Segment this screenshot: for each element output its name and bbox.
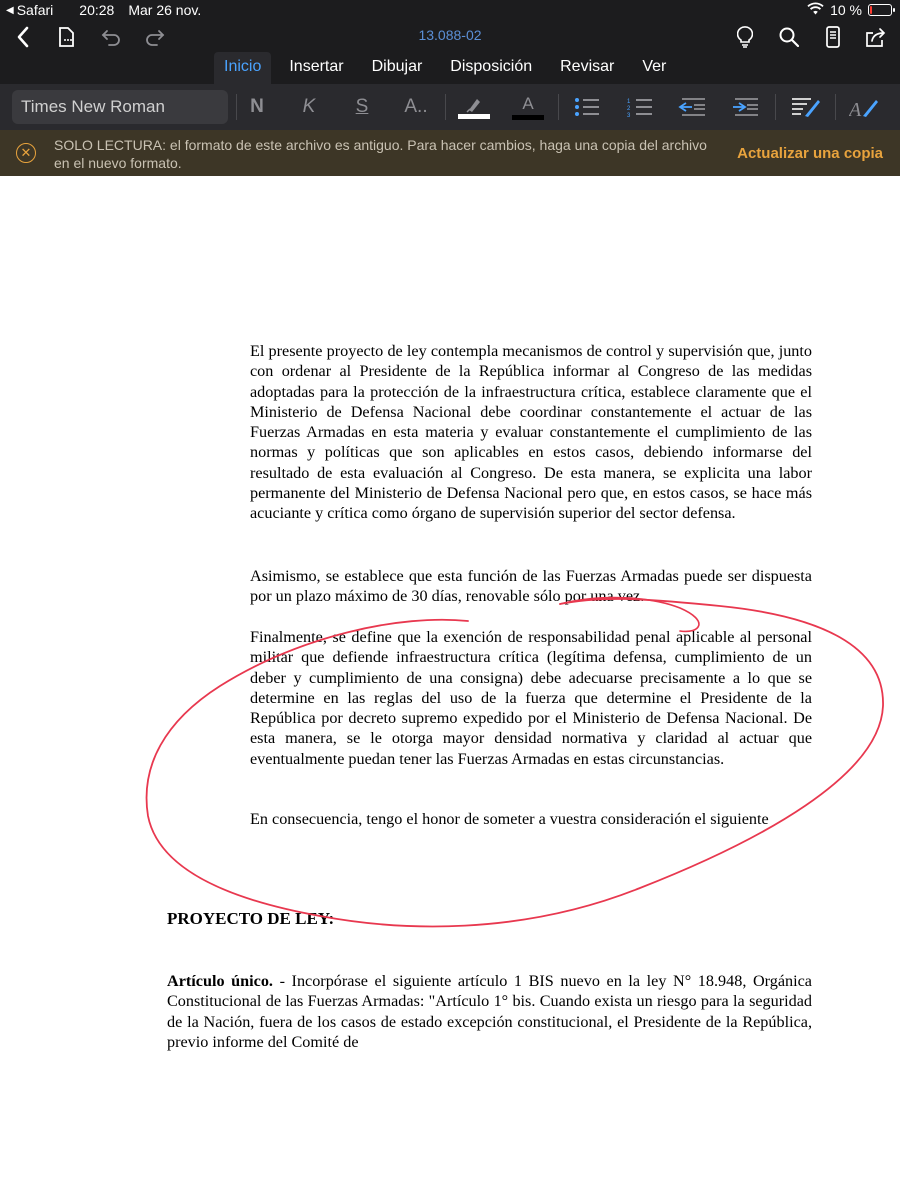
back-to-app-link[interactable] — [6, 2, 53, 18]
underline-button[interactable]: S — [355, 96, 369, 117]
ribbon-tabs-bar — [0, 52, 900, 84]
formatting-toolbar — [0, 84, 900, 130]
decrease-indent-icon[interactable] — [677, 90, 707, 124]
toolbar-divider — [775, 94, 776, 120]
bold-button[interactable]: N — [250, 96, 264, 117]
close-circle-icon[interactable]: ✕ — [16, 143, 36, 163]
status-time: 20:28 — [79, 2, 115, 18]
back-triangle-icon: ◀ — [6, 4, 14, 16]
paragraph: Asimismo, se establece que esta función de las Fuerzas Armadas puede ser dispuesta por un plazo máximo de 30 días, renovable sólo por una vez. — [250, 567, 812, 606]
toolbar-divider — [558, 94, 559, 120]
battery-percent: 10 % — [830, 2, 862, 18]
document-title[interactable]: 13.088-02 — [418, 27, 482, 43]
font-color-swatch — [512, 115, 544, 120]
wifi-icon — [807, 2, 824, 18]
title-bar — [0, 22, 900, 52]
font-color-letter: A — [522, 93, 534, 113]
status-bar — [0, 0, 900, 22]
mobile-view-icon[interactable] — [822, 22, 844, 52]
paragraph: El presente proyecto de ley contempla mecanismos de control y supervisión que, junto con ordenar al Presidente de la República informar al Congreso de las medidas adoptadas para la protección de la infraestructura crítica, establece claramente que el Ministerio de Defensa Nacional debe coordinar constantemente el actuar de las Fuerzas Armadas en esta materia y evaluar constantemente el cumplimiento de las normas y políticas que son aplicables en estos casos, debiendo informarse del resultado de esta evaluación al Congreso. De esta manera, se explicita una labor permanente del Ministerio de Defensa Nacional pero que, en estos casos, se hace más acuciante y crítica como órgano de supervisión superior del sector defensa. — [250, 342, 812, 523]
font-color-icon[interactable] — [510, 90, 546, 124]
svg-text:3: 3 — [627, 113, 631, 117]
search-icon[interactable] — [777, 22, 801, 52]
update-copy-button[interactable]: Actualizar una copia — [737, 145, 883, 162]
paragraph: En consecuencia, tengo el honor de someter a vuestra consideración el siguiente — [250, 810, 769, 828]
tab-dibujar[interactable]: Dibujar — [371, 58, 423, 75]
article-label: Artículo único. — [167, 972, 273, 990]
numbered-list-icon[interactable] — [625, 90, 655, 124]
tab-revisar[interactable]: Revisar — [560, 58, 615, 75]
svg-text:1: 1 — [627, 99, 631, 105]
styles-icon[interactable] — [790, 90, 822, 124]
back-app-label: Safari — [16, 2, 54, 18]
svg-text:2: 2 — [627, 106, 631, 112]
bullet-list-icon[interactable] — [572, 90, 602, 124]
bill-heading: PROYECTO DE LEY: — [167, 909, 335, 928]
battery-icon — [868, 4, 892, 16]
font-name-field[interactable]: Times New Roman — [12, 90, 228, 124]
article-text: - Incorpórase el siguiente artículo 1 BIS nuevo en la ley N° 18.948, Orgánica Constitucional de las Fuerzas Armadas: "Artículo 1° bis. Cuando exista un riesgo para la seguridad de la Nación, fuera de los casos de estado excepción constitucional, el Presidente de la República, previo informe del Comité de — [167, 972, 812, 1051]
tab-inicio[interactable]: Inicio — [214, 52, 271, 84]
highlighter-icon[interactable] — [456, 90, 492, 124]
italic-button[interactable]: K — [302, 96, 316, 117]
read-only-message: SOLO LECTURA: el formato de este archivo es antiguo. Para hacer cambios, haga una copia del archivo en el nuevo formato. — [54, 137, 707, 171]
status-date: Mar 26 nov. — [128, 2, 202, 18]
svg-text:A: A — [849, 99, 862, 118]
lightbulb-icon[interactable] — [734, 22, 756, 52]
document-page[interactable] — [0, 176, 900, 1200]
share-icon[interactable] — [864, 22, 888, 52]
toolbar-divider — [445, 94, 446, 120]
read-only-banner — [0, 130, 900, 176]
article-paragraph — [167, 971, 812, 1052]
more-formatting-button[interactable]: A.. — [404, 96, 428, 117]
toolbar-divider — [835, 94, 836, 120]
tab-ver[interactable]: Ver — [642, 58, 667, 75]
highlight-color-swatch — [458, 114, 490, 119]
tab-disposicion[interactable]: Disposición — [450, 58, 533, 75]
toolbar-divider — [236, 94, 237, 120]
tab-insertar[interactable]: Insertar — [289, 58, 344, 75]
battery-level — [870, 6, 872, 14]
paragraph: Finalmente, se define que la exención de responsabilidad penal aplicable al personal militar que defiende infraestructura crítica (legítima defensa, cumplimiento de un deber y cumplimiento de una consigna) debe adecuarse precisamente a lo que se determine en las reglas del uso de la fuerza que determine el Presidente de la República por decreto supremo expedido por el Ministerio de Defensa Nacional. De esta manera, se le otorga mayor densidad normativa y claridad al actuar que eventualmente puedan tener las Fuerzas Armadas en estas circunstancias. — [250, 628, 812, 768]
increase-indent-icon[interactable] — [730, 90, 760, 124]
paint-format-icon[interactable] — [848, 90, 880, 124]
